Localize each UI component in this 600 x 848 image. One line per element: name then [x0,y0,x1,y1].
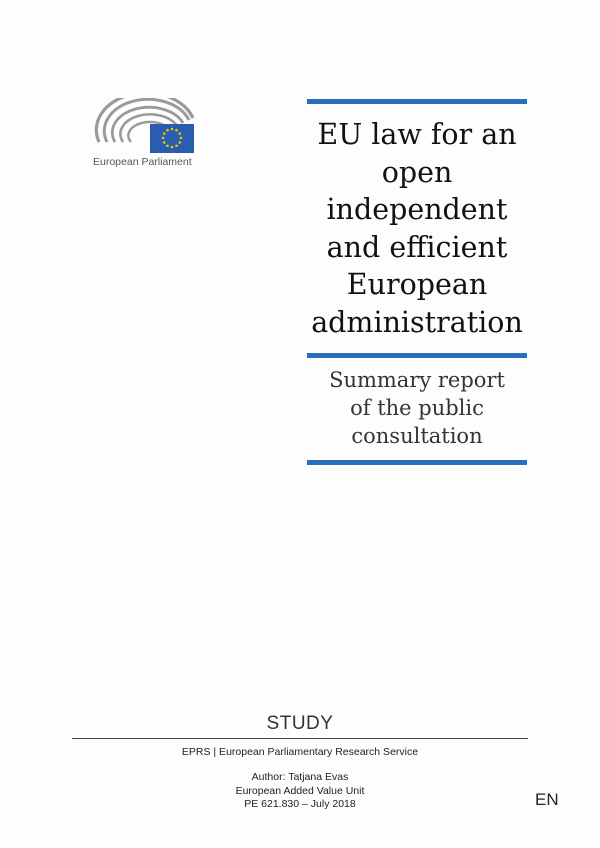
title-line: independent [326,193,508,226]
language-code: EN [535,790,559,809]
unit-line: European Added Value Unit [235,784,365,797]
logo-wordmark: European Parliament [93,156,192,168]
report-title [307,116,527,341]
title-line: open [381,155,453,189]
title-line: EU law for an [317,118,517,151]
title-line: and efficient [326,230,508,264]
title-top-rule [307,99,527,104]
reference-line: PE 621.830 – July 2018 [244,798,356,810]
subtitle-line: Summary report [329,368,505,392]
publication-details [0,771,600,812]
study-divider [72,738,528,739]
title-bottom-rule [307,353,527,358]
document-type-label: STUDY [266,713,334,734]
author-line: Author: Tatjana Evas [251,771,349,783]
title-line: European [346,268,488,301]
parliament-hemicycle-icon [93,98,203,154]
title-line: administration [311,305,523,339]
subtitle-line: consultation [351,424,483,448]
european-parliament-logo [93,98,203,173]
subtitle-line: of the public [350,396,484,420]
service-name: EPRS | European Parliamentary Research Service [181,746,419,758]
subtitle-bottom-rule [307,460,527,465]
report-subtitle [307,366,527,450]
